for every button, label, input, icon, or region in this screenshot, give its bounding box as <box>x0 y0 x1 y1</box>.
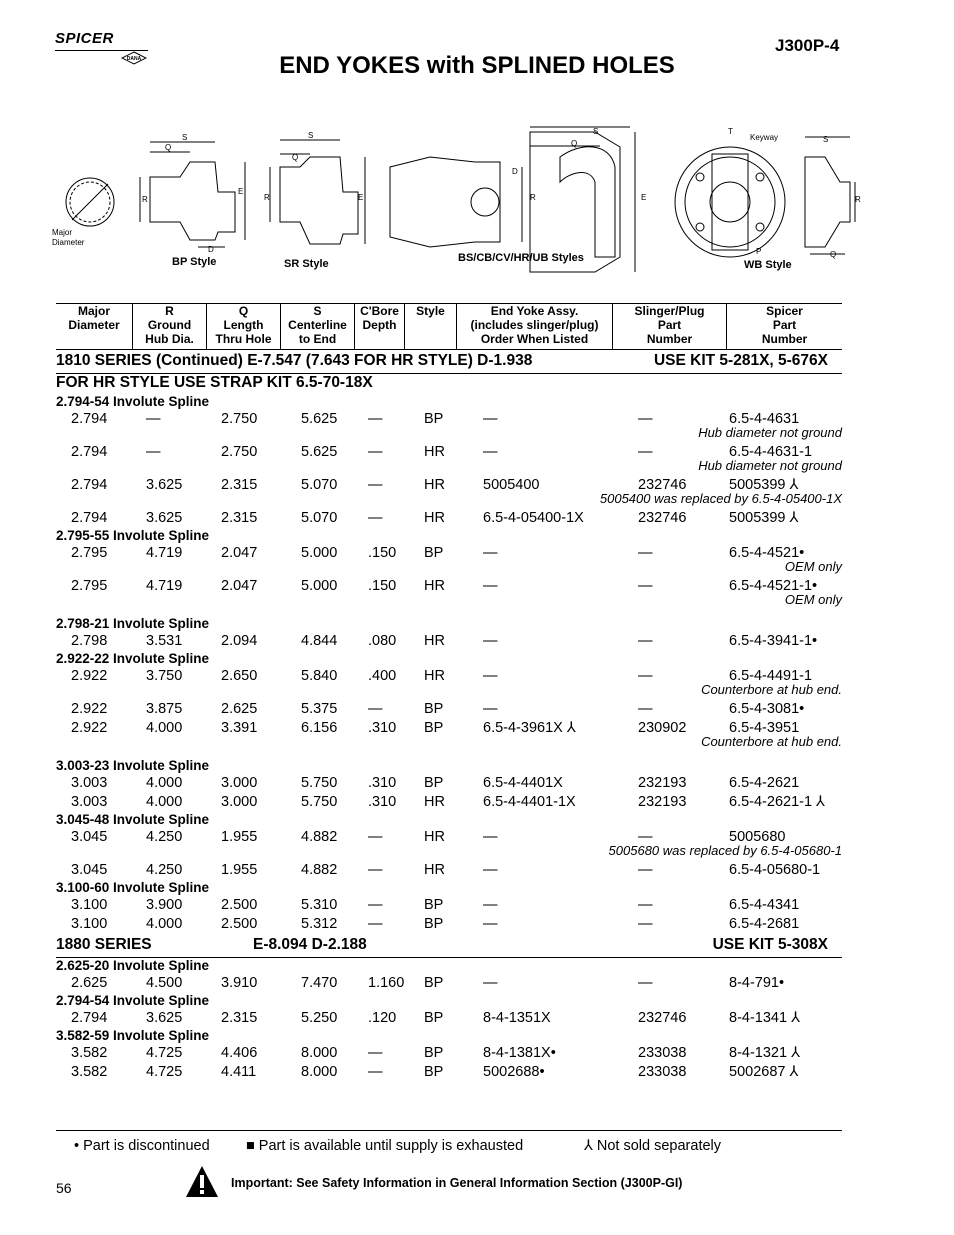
spline-heading: 2.794-54 Involute Spline <box>56 394 210 409</box>
cell: 4.882 <box>301 862 338 878</box>
svg-text:R: R <box>530 193 536 202</box>
spline-heading: 3.582-59 Involute Spline <box>56 1028 210 1043</box>
svg-text:R: R <box>264 193 270 202</box>
header-col-1: R Ground Hub Dia. <box>132 304 206 349</box>
cell: — <box>483 578 498 594</box>
cell: 2.500 <box>221 897 258 913</box>
sr-style-drawing <box>270 140 365 244</box>
cell: BP <box>424 411 444 427</box>
cell: 5.840 <box>301 668 338 684</box>
spline-heading: 3.003-23 Involute Spline <box>56 758 210 773</box>
cell: BP <box>424 1045 444 1061</box>
cell: 3.100 <box>71 916 108 932</box>
cell: BP <box>424 545 444 561</box>
cell: 2.750 <box>221 444 258 460</box>
cell: — <box>638 444 653 460</box>
cell: 2.750 <box>221 411 258 427</box>
cell: 5.375 <box>301 701 338 717</box>
cell: 5.750 <box>301 794 338 810</box>
cell: 6.5-4-4341 <box>729 897 800 913</box>
svg-text:Diameter: Diameter <box>52 238 85 247</box>
cell: — <box>638 668 653 684</box>
svg-text:R: R <box>855 195 861 204</box>
end-yoke-table <box>56 303 842 1082</box>
table-body <box>56 350 842 1082</box>
cell: 3.003 <box>71 794 108 810</box>
cell: 2.922 <box>71 701 108 717</box>
cell: 232746 <box>638 510 687 526</box>
svg-text:Q: Q <box>165 143 172 152</box>
figure-label: SR Style <box>284 258 329 270</box>
cell: 2.315 <box>221 510 258 526</box>
header-col-3: S Centerline to End <box>280 304 354 349</box>
cell: 3.531 <box>146 633 183 649</box>
cell: — <box>638 916 653 932</box>
row-note: 5005400 was replaced by 6.5-4-05400-1X <box>599 491 842 506</box>
bp-style-drawing <box>140 142 245 247</box>
cell: 3.582 <box>71 1064 108 1080</box>
table-header <box>56 303 842 350</box>
cell: .310 <box>368 794 397 810</box>
cell: 4.000 <box>146 775 183 791</box>
page-title: END YOKES with SPLINED HOLES <box>279 52 675 79</box>
cell: 4.725 <box>146 1045 183 1061</box>
cell: .120 <box>368 1010 397 1026</box>
header-col-4: C'Bore Depth <box>354 304 404 349</box>
cell: 3.045 <box>71 829 108 845</box>
series-header: 1880 SERIES E-8.094 D-2.188 USE KIT 5-308X <box>56 934 842 958</box>
cell: — <box>483 916 498 932</box>
cell: 3.625 <box>146 1010 183 1026</box>
legend-not-sold-separately: ⅄ Not sold separately <box>584 1138 722 1154</box>
cell: .310 <box>368 775 397 791</box>
cell: 8-4-1321 ⅄ <box>729 1045 800 1061</box>
cell: .150 <box>368 545 397 561</box>
warning-icon <box>184 1164 220 1200</box>
header-col-7: Slinger/Plug Part Number <box>612 304 726 349</box>
svg-text:Q: Q <box>571 139 578 148</box>
table-row <box>56 632 842 651</box>
cell: — <box>146 411 161 427</box>
cell: — <box>368 701 383 717</box>
cell: 233038 <box>638 1045 687 1061</box>
cell: 6.5-4-4491-1 <box>729 668 813 684</box>
legend-discontinued: • Part is discontinued <box>74 1138 210 1154</box>
cell: — <box>368 477 383 493</box>
cell: 2.795 <box>71 578 108 594</box>
cell: BP <box>424 1064 444 1080</box>
cell: — <box>368 1045 383 1061</box>
cell: — <box>638 862 653 878</box>
svg-text:T: T <box>728 127 733 136</box>
cell: 2.500 <box>221 916 258 932</box>
cell: HR <box>424 444 445 460</box>
bs-cb-cv-hr-ub-styles-drawing <box>390 127 635 272</box>
document-number: J300P-4 <box>775 36 840 55</box>
cell: 2.315 <box>221 1010 258 1026</box>
cell: 1.955 <box>221 829 258 845</box>
cell: — <box>483 411 498 427</box>
spline-heading: 2.795-55 Involute Spline <box>56 528 210 543</box>
cell: 3.900 <box>146 897 183 913</box>
svg-text:DANA: DANA <box>126 56 142 62</box>
cell: 5002687 ⅄ <box>729 1064 799 1080</box>
cell: 8-4-1381X• <box>483 1045 556 1061</box>
cell: 5.625 <box>301 411 338 427</box>
cell: 2.794 <box>71 510 108 526</box>
figure-label: BS/CB/CV/HR/UB Styles <box>458 252 584 264</box>
cell: 5.070 <box>301 477 338 493</box>
cell: 2.794 <box>71 1010 108 1026</box>
cell: BP <box>424 701 444 717</box>
cell: 6.5-4-4521-1• <box>729 578 818 594</box>
spline-heading: 2.625-20 Involute Spline <box>56 958 210 973</box>
header-col-5: Style <box>404 304 456 349</box>
row-note: 5005680 was replaced by 6.5-4-05680-1 <box>608 843 842 858</box>
cell: — <box>368 411 383 427</box>
svg-text:R: R <box>142 195 148 204</box>
cell: 4.250 <box>146 829 183 845</box>
end-yoke-style-diagrams <box>40 122 870 282</box>
wb-style-drawing <box>675 137 855 257</box>
cell: — <box>483 975 498 991</box>
svg-text:S: S <box>593 127 599 136</box>
cell: — <box>483 633 498 649</box>
cell: — <box>638 701 653 717</box>
cell: 4.844 <box>301 633 338 649</box>
header-col-2: Q Length Thru Hole <box>206 304 280 349</box>
cell: — <box>368 862 383 878</box>
cell: 232746 <box>638 477 687 493</box>
cell: 2.315 <box>221 477 258 493</box>
spline-heading: 2.922-22 Involute Spline <box>56 651 210 666</box>
cell: 3.391 <box>221 720 258 736</box>
table-row <box>56 861 842 880</box>
cell: 230902 <box>638 720 687 736</box>
svg-text:E: E <box>641 193 647 202</box>
cell: 4.406 <box>221 1045 258 1061</box>
cell: 233038 <box>638 1064 687 1080</box>
cell: 1.955 <box>221 862 258 878</box>
cell: — <box>368 829 383 845</box>
cell: 6.5-4-4631-1 <box>729 444 813 460</box>
cell: .310 <box>368 720 397 736</box>
cell: 4.000 <box>146 794 183 810</box>
cell: — <box>483 668 498 684</box>
cell: 232193 <box>638 775 687 791</box>
cell: 5.070 <box>301 510 338 526</box>
cell: 2.922 <box>71 720 108 736</box>
cell: 6.5-4-05680-1 <box>729 862 821 878</box>
svg-text:D: D <box>512 167 518 176</box>
important-notice: Important: See Safety Information in General Information Section (J300P-GI) <box>231 1176 683 1190</box>
figure-label: BP Style <box>172 256 217 268</box>
svg-text:S: S <box>823 135 829 144</box>
cell: 7.470 <box>301 975 338 991</box>
cell: 6.5-4-3081• <box>729 701 805 717</box>
cell: — <box>368 1064 383 1080</box>
cell: — <box>483 829 498 845</box>
table-row <box>56 774 842 793</box>
cell: HR <box>424 668 445 684</box>
cell: 6.5-4-4631 <box>729 411 800 427</box>
cell: — <box>483 897 498 913</box>
table-row <box>56 915 842 934</box>
row-note: OEM only <box>784 592 842 607</box>
cell: — <box>483 545 498 561</box>
cell: HR <box>424 578 445 594</box>
cell: 3.045 <box>71 862 108 878</box>
kit-note: FOR HR STYLE USE STRAP KIT 6.5-70-18X <box>56 374 373 391</box>
cell: 4.000 <box>146 720 183 736</box>
cell: 232193 <box>638 794 687 810</box>
cell: 6.5-4-05400-1X <box>483 510 584 526</box>
cell: 232746 <box>638 1010 687 1026</box>
header-col-0: Major Diameter <box>68 304 120 332</box>
cell: 2.650 <box>221 668 258 684</box>
row-note: Hub diameter not ground <box>698 425 842 440</box>
cell: 2.625 <box>71 975 108 991</box>
cell: 2.047 <box>221 578 258 594</box>
cell: 3.750 <box>146 668 183 684</box>
cell: 3.910 <box>221 975 258 991</box>
cell: .080 <box>368 633 397 649</box>
cell: 5.310 <box>301 897 338 913</box>
cell: 5005400 <box>483 477 540 493</box>
cell: 6.5-4-3941-1• <box>729 633 818 649</box>
cell: 4.725 <box>146 1064 183 1080</box>
cell: 4.000 <box>146 916 183 932</box>
cell: HR <box>424 794 445 810</box>
cell: 3.625 <box>146 477 183 493</box>
cell: — <box>368 444 383 460</box>
cell: — <box>638 578 653 594</box>
svg-text:Keyway: Keyway <box>750 133 779 142</box>
cell: 1.160 <box>368 975 405 991</box>
cell: 2.794 <box>71 477 108 493</box>
table-row <box>56 793 842 812</box>
cell: — <box>638 411 653 427</box>
cell: 4.500 <box>146 975 183 991</box>
cell: — <box>483 701 498 717</box>
cell: 6.5-4-3951 <box>729 720 800 736</box>
cell: 6.156 <box>301 720 338 736</box>
svg-text:S: S <box>182 133 188 142</box>
svg-text:P: P <box>756 247 762 256</box>
cell: 4.719 <box>146 578 183 594</box>
svg-text:E: E <box>238 187 244 196</box>
cell: 6.5-4-4401-1X <box>483 794 576 810</box>
svg-text:D: D <box>208 245 214 254</box>
figure-label: WB Style <box>744 259 792 271</box>
spline-heading: 3.100-60 Involute Spline <box>56 880 210 895</box>
cell: 6.5-4-4401X <box>483 775 563 791</box>
cell: 5005399 ⅄ <box>729 477 799 493</box>
svg-text:Major: Major <box>52 228 73 237</box>
cell: 4.411 <box>221 1064 257 1080</box>
cell: 5.750 <box>301 775 338 791</box>
cell: — <box>638 545 653 561</box>
cell: .150 <box>368 578 397 594</box>
svg-text:E: E <box>358 193 364 202</box>
cell: — <box>638 633 653 649</box>
svg-text:Q: Q <box>830 250 837 259</box>
page-number: 56 <box>56 1180 72 1196</box>
cell: BP <box>424 775 444 791</box>
cell: 8.000 <box>301 1045 338 1061</box>
cell: 6.5-4-2621 <box>729 775 800 791</box>
cell: 2.625 <box>221 701 258 717</box>
cell: 3.625 <box>146 510 183 526</box>
cell: 5.250 <box>301 1010 338 1026</box>
cell: 2.094 <box>221 633 258 649</box>
cell: — <box>483 444 498 460</box>
cell: 2.794 <box>71 411 108 427</box>
brand-name: SPICER <box>55 30 114 47</box>
cell: — <box>368 510 383 526</box>
cell: 8-4-1341 ⅄ <box>729 1010 800 1026</box>
cell: — <box>146 444 161 460</box>
cell: BP <box>424 897 444 913</box>
cell: — <box>638 897 653 913</box>
cell: 3.582 <box>71 1045 108 1061</box>
row-note: Counterbore at hub end. <box>701 682 842 697</box>
cell: — <box>368 897 383 913</box>
cell: 3.100 <box>71 897 108 913</box>
cell: 2.922 <box>71 668 108 684</box>
spline-heading: 3.045-48 Involute Spline <box>56 812 210 827</box>
legend-supply-exhausted: ■ Part is available until supply is exhausted <box>246 1138 524 1154</box>
cell: 2.047 <box>221 545 258 561</box>
table-row <box>56 896 842 915</box>
table-row <box>56 700 842 719</box>
row-note: Counterbore at hub end. <box>701 734 842 749</box>
cell: 6.5-4-4521• <box>729 545 805 561</box>
cell: — <box>368 916 383 932</box>
series-header: 1810 SERIES (Continued) E-7.547 (7.643 FOR HR STYLE) D-1.938 USE KIT 5-281X, 5-676X <box>56 350 842 374</box>
cell: 4.250 <box>146 862 183 878</box>
cell: 5.000 <box>301 545 338 561</box>
cell: 8-4-791• <box>729 975 785 991</box>
cell: 8-4-1351X <box>483 1010 551 1026</box>
cell: 2.794 <box>71 444 108 460</box>
cell: 4.882 <box>301 829 338 845</box>
header-col-8: Spicer Part Number <box>726 304 842 349</box>
cell: 5.625 <box>301 444 338 460</box>
cell: 5.000 <box>301 578 338 594</box>
svg-text:Q: Q <box>292 153 299 162</box>
spline-heading: 2.798-21 Involute Spline <box>56 616 210 631</box>
cell: 5005680 <box>729 829 786 845</box>
cell: 3.000 <box>221 775 258 791</box>
cell: 5005399 ⅄ <box>729 510 799 526</box>
table-row <box>56 1009 842 1028</box>
table-row <box>56 1044 842 1063</box>
cell: 2.795 <box>71 545 108 561</box>
cell: HR <box>424 510 445 526</box>
cell: 3.003 <box>71 775 108 791</box>
row-note: OEM only <box>784 559 842 574</box>
cell: 4.719 <box>146 545 183 561</box>
cell: 8.000 <box>301 1064 338 1080</box>
cell: 5.312 <box>301 916 338 932</box>
cell: BP <box>424 720 444 736</box>
cell: .400 <box>368 668 397 684</box>
svg-text:S: S <box>308 131 314 140</box>
table-row <box>56 509 842 528</box>
cell: HR <box>424 633 445 649</box>
table-row <box>56 1063 842 1082</box>
cell: 6.5-4-2621-1 ⅄ <box>729 794 825 810</box>
cell: — <box>638 829 653 845</box>
cell: 6.5-4-3961X ⅄ <box>483 720 576 736</box>
cell: 5002688• <box>483 1064 545 1080</box>
row-note: Hub diameter not ground <box>698 458 842 473</box>
cell: BP <box>424 975 444 991</box>
cell: — <box>483 862 498 878</box>
cell: 6.5-4-2681 <box>729 916 800 932</box>
spline-heading: 2.794-54 Involute Spline <box>56 993 210 1008</box>
cell: 3.000 <box>221 794 258 810</box>
cell: HR <box>424 862 445 878</box>
cell: — <box>638 975 653 991</box>
cell: HR <box>424 477 445 493</box>
table-row <box>56 974 842 993</box>
header-col-6: End Yoke Assy. (includes slinger/plug) Order When Listed <box>456 304 612 349</box>
cell: BP <box>424 1010 444 1026</box>
cell: HR <box>424 829 445 845</box>
cell: 2.798 <box>71 633 108 649</box>
cell: 3.875 <box>146 701 183 717</box>
cell: BP <box>424 916 444 932</box>
